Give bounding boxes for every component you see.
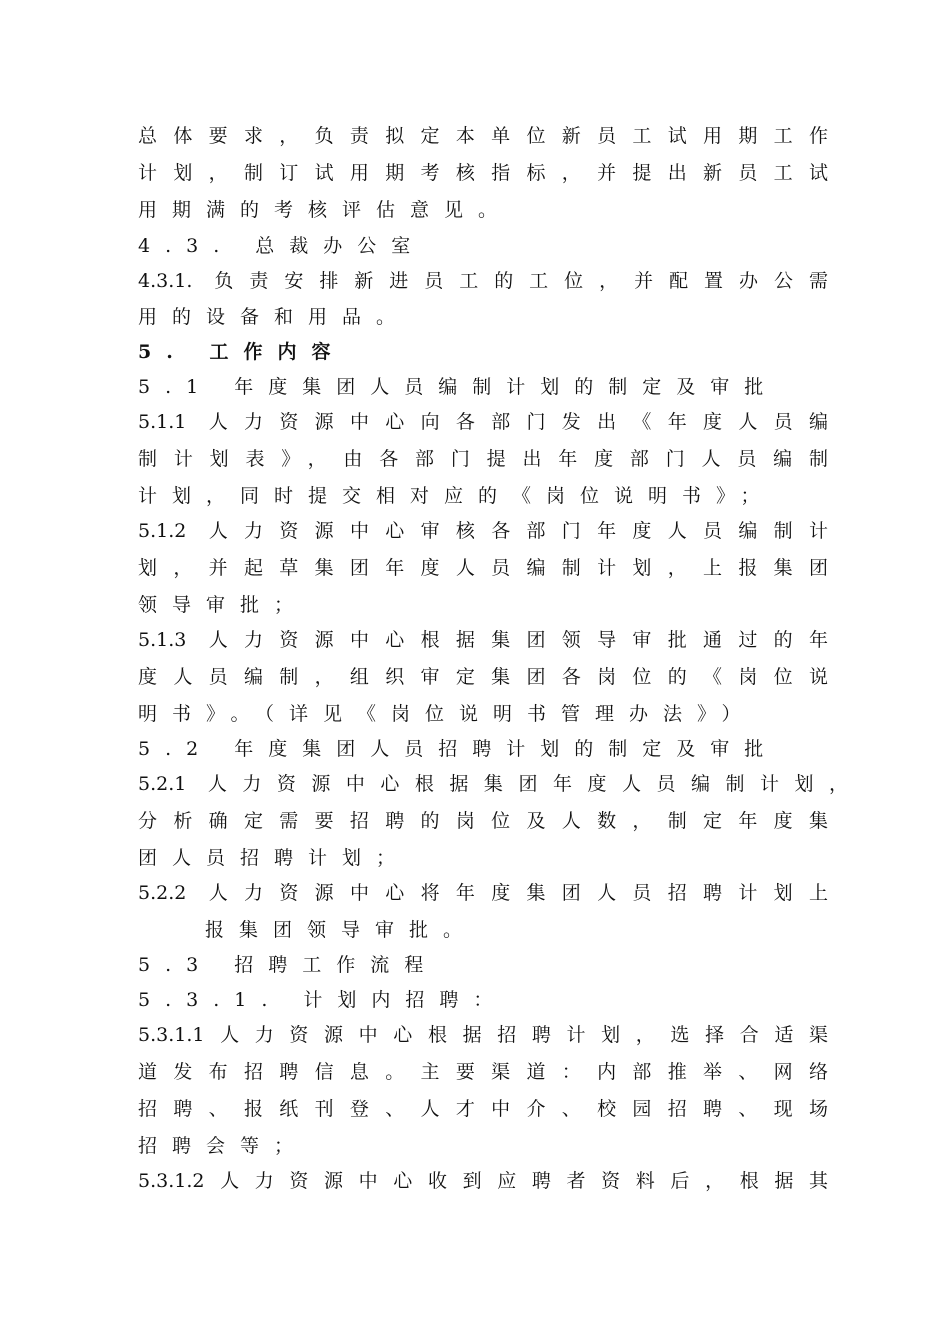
section-heading: 5.3 招聘工作流程 [138,954,439,976]
text-line: 招聘、报纸刊登、人才中介、校园招聘、现场 [138,1098,828,1120]
text-line: 招聘会等； [138,1135,309,1157]
section-heading: 5.2 年度集团人员招聘计划的制定及审批 [138,738,779,760]
text-line: 5.2.1 人力资源中心根据集团年度人员编制计划， [138,773,848,795]
text-line: 明书》。（详见《岗位说明书管理办法》） [138,703,756,725]
chapter-heading: 5. 工作内容 [138,341,346,363]
text-line: 制计划表》，由各部门提出年度部门人员编制 [138,448,828,470]
text-line: 4.3.1. 负责安排新进员工的工位，并配置办公需 [138,270,828,292]
section-heading: 5.1 年度集团人员编制计划的制定及审批 [138,376,779,398]
text-line: 度人员编制，组织审定集团各岗位的《岗位说 [138,666,828,688]
text-line: 5.1.2 人力资源中心审核各部门年度人员编制计 [138,520,828,542]
text-line: 5.1.3 人力资源中心根据集团领导审批通过的年 [138,629,828,651]
text-line: 用的设备和用品。 [138,306,411,328]
text-line: 5.2.2 人力资源中心将年度集团人员招聘计划上 [138,882,828,904]
text-line: 道发布招聘信息。主要渠道：内部推举、网络 [138,1061,828,1083]
text-line: 计划，同时提交相对应的《岗位说明书》； [138,485,775,507]
section-heading: 5.3.1. 计划内招聘： [138,989,508,1011]
text-line: 总体要求，负责拟定本单位新员工试用期工作 [138,125,828,147]
text-line: 5.3.1.1人力资源中心根据招聘计划，选择合适渠 [138,1024,828,1046]
text-line: 5.1.1 人力资源中心向各部门发出《年度人员编 [138,411,828,433]
text-line: 报集团领导审批。 [205,919,478,941]
section-heading: 4.3. 总裁办公室 [138,235,426,257]
text-line: 团人员招聘计划； [138,847,411,869]
text-line: 分析确定需要招聘的岗位及人数，制定年度集 [138,810,828,832]
text-line: 划，并起草集团年度人员编制计划，上报集团 [138,557,828,579]
text-line: 计划，制订试用期考核指标，并提出新员工试 [138,162,828,184]
text-line: 领导审批； [138,594,309,616]
text-line: 5.3.1.2人力资源中心收到应聘者资料后，根据其 [138,1170,828,1192]
text-line: 用期满的考核评估意见。 [138,199,513,221]
